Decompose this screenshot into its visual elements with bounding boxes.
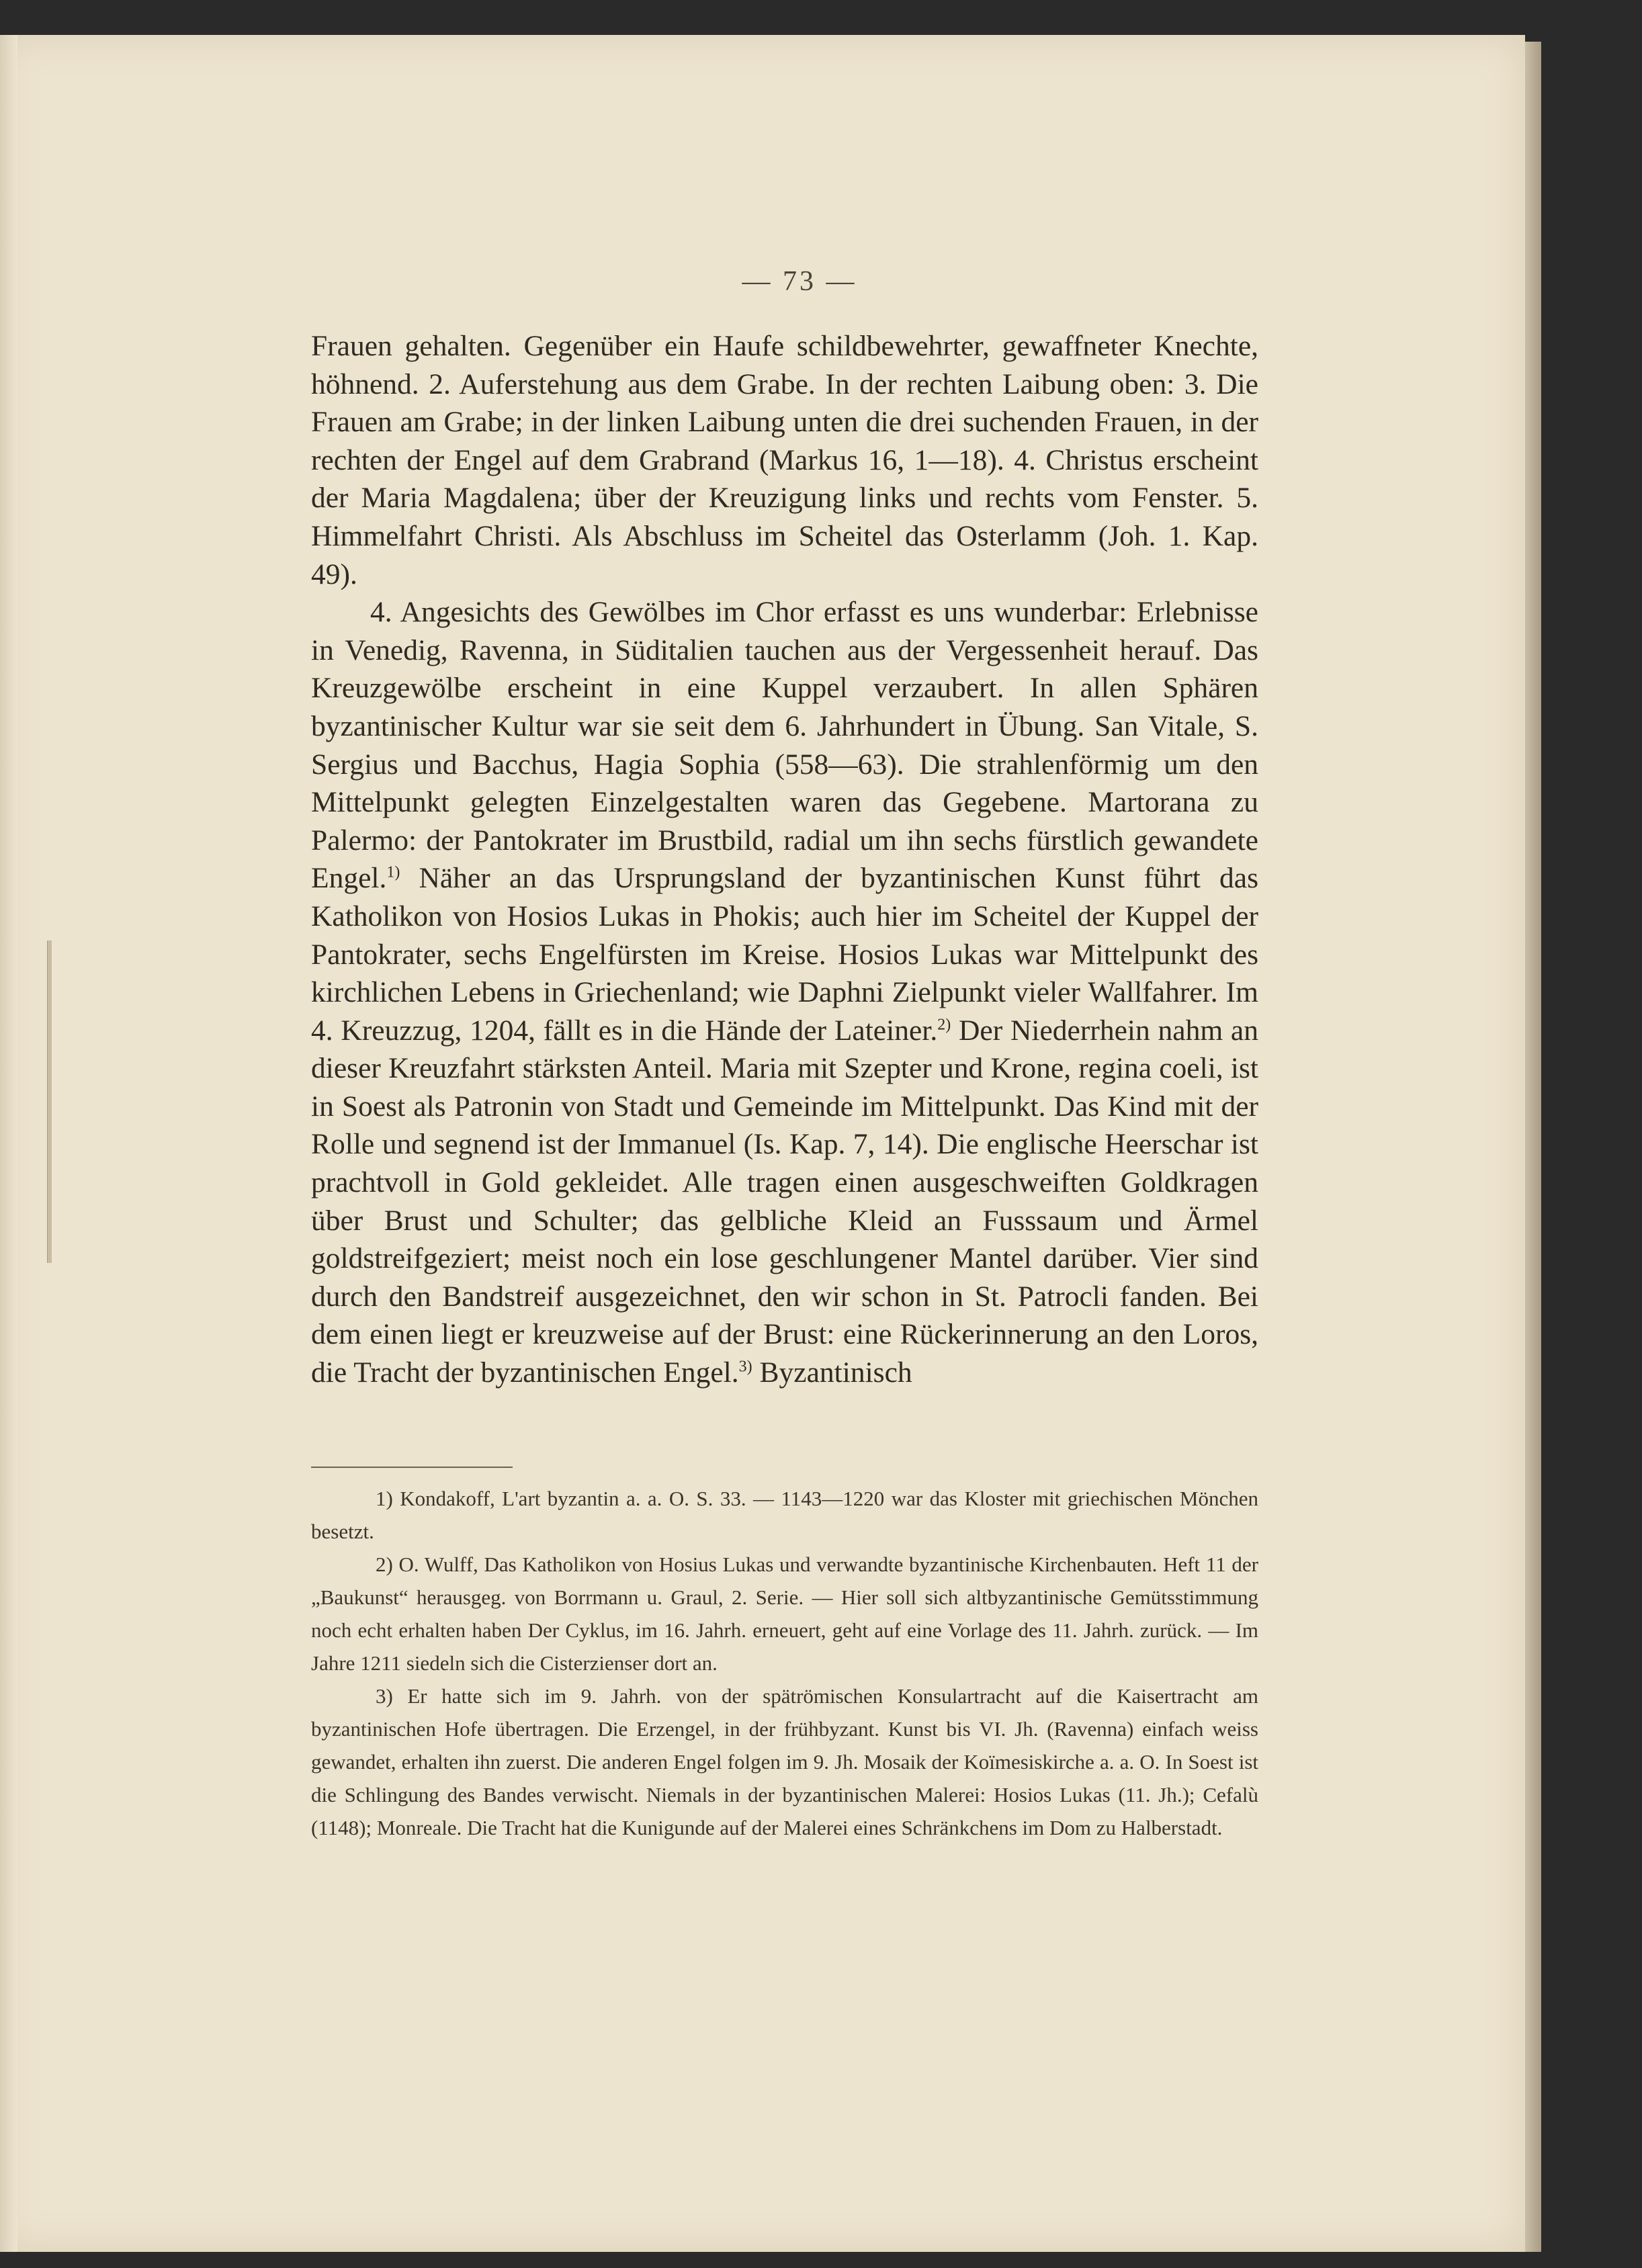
footnote-ref-2: 2) bbox=[937, 1016, 951, 1034]
paragraph-2-part-d: Byzantinisch bbox=[752, 1356, 912, 1389]
spine-mark bbox=[47, 941, 52, 1263]
paragraph-2-part-a: 4. Angesichts des Gewölbes im Chor erfasst es uns wunderbar: Erlebnisse in Venedig, Ravenna, in Süditalien tauchen aus der Vergessenheit herauf. Das Kreuzgewölbe erscheint in eine Kuppel verzaubert. In allen Sphären byzantinischer Kultur war sie seit dem 6. Jahrhundert in Übung. San Vitale, S. Sergius und Bacchus, Hagia Sophia (558—63). Die strahlenförmig um den Mittelpunkt gelegten Einzelgestalten waren das Gegebene. Martorana zu Palermo: der Pantokrater im Brustbild, radial um ihn sechs fürstlich gewandete Engel. bbox=[311, 596, 1258, 895]
page-binding-edge bbox=[0, 35, 17, 2252]
footnote-divider bbox=[311, 1467, 513, 1468]
footnote-ref-1: 1) bbox=[386, 863, 400, 881]
footnote-3: 3) Er hatte sich im 9. Jahrh. von der spätrömischen Konsulartracht auf die Kaisertracht am byzantinischen Hofe übertragen. Die Erzengel, in der frühbyzant. Kunst bis VI. Jh. (Ravenna) einfach weiss gewandet, erhalten ihn zuerst. Die anderen Engel folgen im 9. Jh. Mosaik der Koïmesiskirche a. a. O. In Soest ist die Schlingung des Bandes verwischt. Niemals in der byzantinischen Malerei: Hosios Lukas (11. Jh.); Cefalù (1148); Monreale. Die Tracht hat die Kunigunde auf der Malerei eines Schränkchens im Dom zu Halberstadt. bbox=[311, 1684, 1258, 1839]
footnote-1: 1) Kondakoff, L'art byzantin a. a. O. S. 33. — 1143—1220 war das Kloster mit griechischen Mönchen besetzt. bbox=[311, 1487, 1258, 1543]
paragraph-2-part-c: Der Niederrhein nahm an dieser Kreuzfahrt stärksten Anteil. Maria mit Szepter und Krone, regina coeli, ist in Soest als Patronin von Stadt und Gemeinde im Mittelpunkt. Das Kind mit der Rolle und segnend ist der Immanuel (Is. Kap. 7, 14). Die englische Heerschar ist prachtvoll in Gold gekleidet. Alle tragen einen ausgeschweiften Goldkragen über Brust und Schulter; das gelbliche Kleid an Fusssaum und Ärmel goldstreifgeziert; meist noch ein lose geschlungener Mantel darüber. Vier sind durch den Bandstreif ausgezeichnet, den wir schon in St. Patrocli fanden. Bei dem einen liegt er kreuzweise auf der Brust: eine Rückerinnerung an den Loros, die Tracht der byzantinischen Engel. bbox=[311, 1014, 1258, 1389]
main-text bbox=[311, 327, 1258, 1392]
page-stack-edge bbox=[1525, 42, 1541, 2252]
footnotes bbox=[311, 1482, 1258, 1844]
paragraph-2-part-b: Näher an das Ursprungsland der byzantinischen Kunst führt das Katholikon von Hosios Lukas in Phokis; auch hier im Scheitel der Kuppel der Pantokrater, sechs Engelfürsten im Kreise. Hosios Lukas war Mittelpunkt des kirchlichen Lebens in Griechenland; wie Daphni Zielpunkt vieler Wallfahrer. Im 4. Kreuzzug, 1204, fällt es in die Hände der Lateiner. bbox=[311, 862, 1258, 1047]
paragraph-1: Frauen gehalten. Gegenüber ein Haufe schildbewehrter, gewaffneter Knechte, höhnend. 2. Auferstehung aus dem Grabe. In der rechten Laibung oben: 3. Die Frauen am Grabe; in der linken Laibung unten die drei suchenden Frauen, in der rechten der Engel auf dem Grabrand (Markus 16, 1—18). 4. Christus erscheint der Maria Magdalena; über der Kreuzigung links und rechts vom Fenster. 5. Himmelfahrt Christi. Als Abschluss im Scheitel das Osterlamm (Joh. 1. Kap. 49). bbox=[311, 330, 1258, 591]
footnote-ref-3: 3) bbox=[738, 1358, 752, 1376]
paragraph-2 bbox=[311, 593, 1258, 1391]
page-number: — 73 — bbox=[742, 266, 857, 297]
footnote-2: 2) O. Wulff, Das Katholikon von Hosius Lukas und verwandte byzantinische Kirchenbauten. Heft 11 der „Baukunst“ herausgeg. von Borrmann u. Graul, 2. Serie. — Hier soll sich altbyzantinische Gemütsstimmung noch echt erhalten haben Der Cyklus, im 16. Jahrh. erneuert, geht auf eine Vorlage des 11. Jahrh. zurück. — Im Jahre 1211 siedeln sich die Cisterzienser dort an. bbox=[311, 1553, 1258, 1675]
